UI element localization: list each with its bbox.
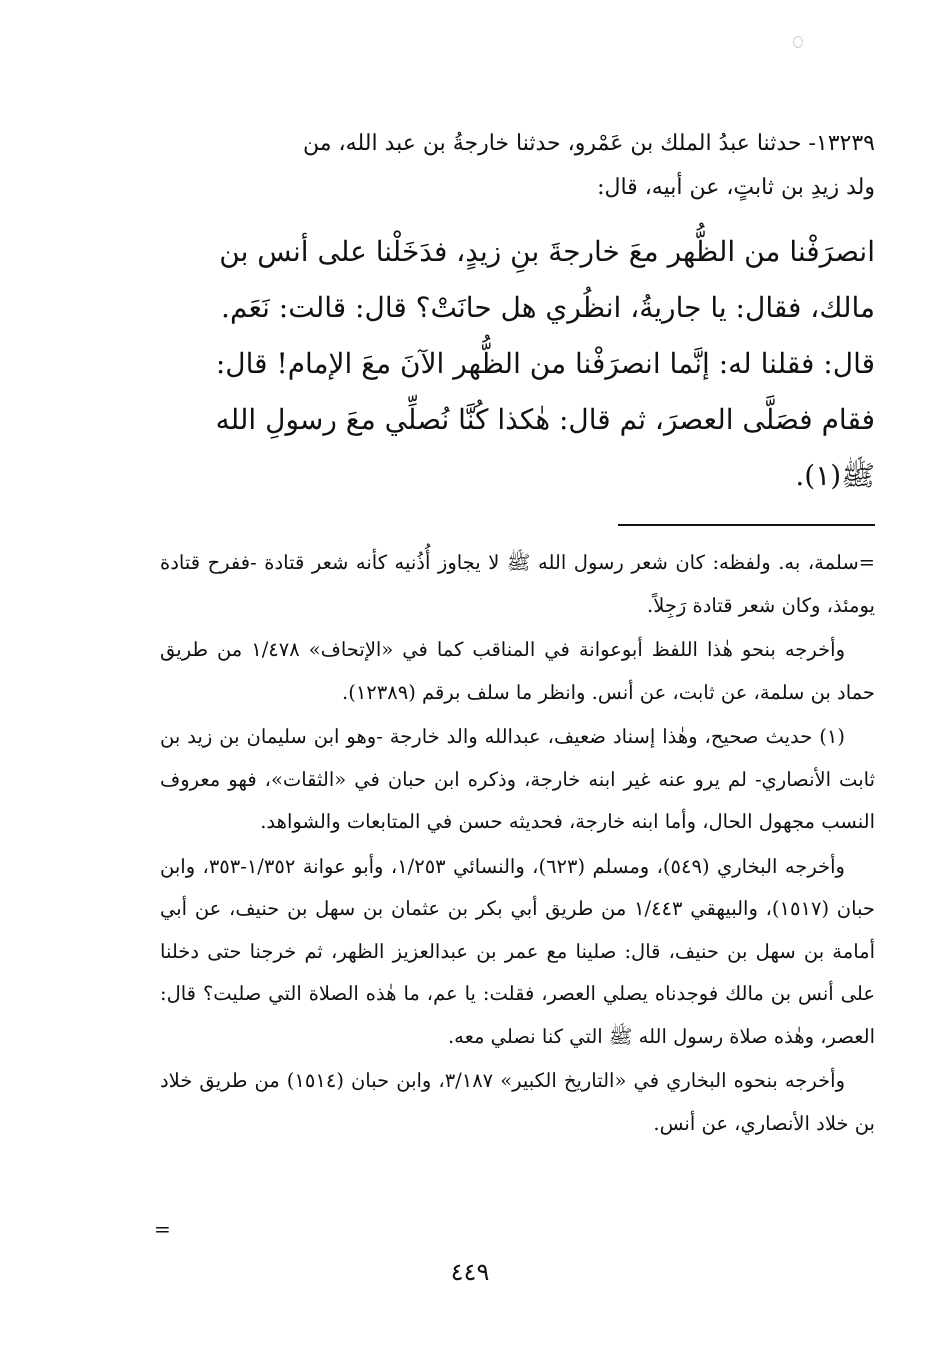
- footnotes: [160, 542, 875, 1145]
- hadith-text-line: مالك، فقال: يا جاريةُ، انظُري هل حانَتْ؟ قال: قالت: نَعَم.: [221, 291, 875, 324]
- hadith-text-line: انصرَفْنا من الظُّهر معَ خارجةَ بنِ زيدٍ، فدَخَلْنا على أنس بن: [219, 235, 875, 268]
- hadith-header-line: ولد زيدِ بن ثابتٍ، عن أبيه، قال:: [597, 175, 875, 200]
- continuation-mark: =: [154, 1217, 171, 1241]
- margin-speck: [793, 36, 803, 48]
- footnote-separator: [618, 524, 875, 526]
- hadith-header: [160, 122, 875, 210]
- footnote-paragraph: وأخرجه بنحوه البخاري في «التاريخ الكبير» ٣/١٨٧، وابن حبان (١٥١٤) من طريق خلاد بن خلاد الأنصاري، عن أنس.: [160, 1069, 875, 1135]
- hadith-header-line: ١٣٢٣٩- حدثنا عبدُ الملك بن عَمْرو، حدثنا خارجةُ بن عبد الله، من: [303, 131, 875, 156]
- hadith-text: [160, 224, 875, 504]
- hadith-text-line: قال: فقلنا له: إنَّما انصرَفْنا من الظُّهر الآنَ معَ الإمام! قال:: [215, 347, 875, 380]
- footnote-paragraph: وأخرجه بنحو هٰذا اللفظ أبوعوانة في المناقب كما في «الإتحاف» ١/٤٧٨ من طريق حماد بن سلمة، عن ثابت، عن أنس. وانظر ما سلف برقم (١٢٣٨٩).: [160, 638, 875, 704]
- hadith-text-line: ﷺ(١).: [795, 459, 875, 492]
- page-number: ٤٤٩: [450, 1258, 490, 1286]
- footnote-paragraph: =سلمة، به. ولفظه: كان شعر رسول الله ﷺ لا يجاوز أُذُنيه كأنه شعر قتادة -ففرح قتادة يومئذ، وكان شعر قتادة رَجِلاً.: [160, 551, 875, 617]
- hadith-text-line: فقام فصَلَّى العصرَ، ثم قال: هٰكذا كُنَّا نُصلِّي معَ رسولِ الله: [215, 403, 875, 436]
- footnote-paragraph: وأخرجه البخاري (٥٤٩)، ومسلم (٦٢٣)، والنسائي ١/٢٥٣، وأبو عوانة ١/٣٥٢-٣٥٣، وابن حبان (١٥١٧)، والبيهقي ١/٤٤٣ من طريق أبي بكر بن عثمان بن سهل بن حنيف، عن أبي أمامة بن سهل بن حنيف، قال: صلينا مع عمر بن عبدالعزيز الظهر، ثم خرجنا حتى دخلنا على أنس بن مالك فوجدناه يصلي العصر، فقلت: يا عم، ما هٰذه الصلاة التي صليت؟ قال: العصر، وهٰذه صلاة رسول الله ﷺ التي كنا نصلي معه.: [160, 854, 875, 1048]
- footnote-paragraph: (١) حديث صحيح، وهٰذا إسناد ضعيف، عبدالله والد خارجة -وهو ابن سليمان بن زيد بن ثابت الأنصاري- لم يرو عنه غير ابنه خارجة، وذكره ابن حبان في «الثقات»، فهو معروف النسب مجهول الحال، وأما ابنه خارجة، فحديثه حسن في المتابعات والشواهد.: [160, 725, 875, 833]
